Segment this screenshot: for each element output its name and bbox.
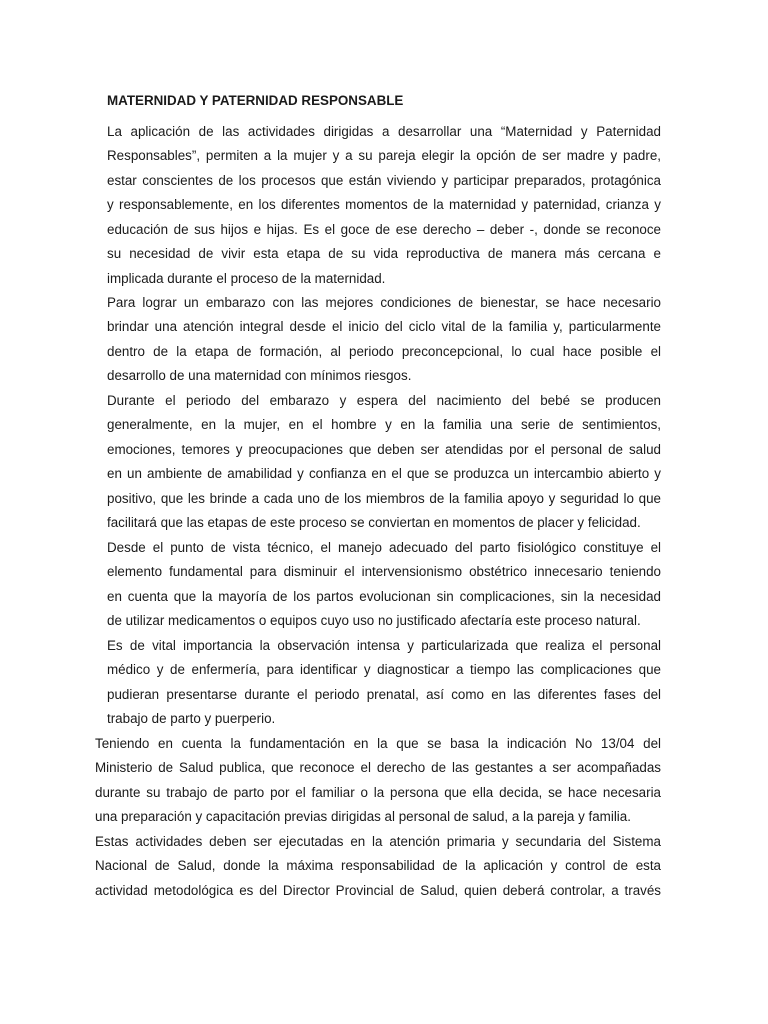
document-title: MATERNIDAD Y PATERNIDAD RESPONSABLE [107,93,404,108]
paragraph-line: estar conscientes de los procesos que están viviendo y participar preparados, protagónica [107,172,661,188]
paragraph-line: su necesidad de vivir esta etapa de su vida reproductiva de manera más cercana e [107,246,661,262]
paragraph-line: Ministerio de Salud publica, que reconoce el derecho de las gestantes a ser acompañadas [95,760,661,776]
paragraph-line: elemento fundamental para disminuir el intervensionismo obstétrico innecesario teniendo [107,564,661,580]
paragraph-line: médico y de enfermería, para identificar y diagnosticar a tiempo las complicaciones que [107,662,661,678]
paragraph-line: durante su trabajo de parto por el familiar o la persona que ella decida, se hace necesaria [95,784,661,800]
paragraph-line: Para lograr un embarazo con las mejores condiciones de bienestar, se hace necesario [107,295,661,310]
paragraph-line: facilitará que las etapas de este proceso se conviertan en momentos de placer y felicidad. [107,515,641,531]
paragraph-line: desarrollo de una maternidad con mínimos riesgos. [107,368,412,384]
paragraph-line: Responsables”, permiten a la mujer y a su pareja elegir la opción de ser madre y padre, [107,148,661,164]
paragraph-embarazo [107,294,661,392]
paragraph-line: La aplicación de las actividades dirigidas a desarrollar una “Maternidad y Paternidad [107,124,661,139]
paragraph-line: y responsablemente, en los diferentes momentos de la maternidad y paternidad, crianza y [107,197,661,213]
paragraph-line: positivo, que les brinde a cada uno de los miembros de la familia apoyo y seguridad lo que [107,490,661,506]
paragraph-actividades [95,833,661,906]
paragraph-line: Estas actividades deben ser ejecutadas en la atención primaria y secundaria del Sistema [95,834,661,849]
paragraph-line: generalmente, en la mujer, en el hombre y en la familia una serie de sentimientos, [107,417,661,433]
paragraph-line: Teniendo en cuenta la fundamentación en la que se basa la indicación No 13/04 del [95,736,661,751]
paragraph-line: Desde el punto de vista técnico, el manejo adecuado del parto fisiológico constituye el [107,540,661,555]
paragraph-line: implicada durante el proceso de la maternidad. [107,270,386,286]
paragraph-line: actividad metodológica es del Director Provincial de Salud, quien deberá controlar, a través [95,882,661,898]
paragraph-line: Durante el periodo del embarazo y espera del nacimiento del bebé se producen [107,393,661,408]
paragraph-line: Nacional de Salud, donde la máxima responsabilidad de la aplicación y control de esta [95,858,661,874]
paragraph-maternidad-responsable [107,123,661,294]
paragraph-fundamentacion [95,735,661,833]
paragraph-line: trabajo de parto y puerperio. [107,711,276,727]
paragraph-line: de utilizar medicamentos o equipos cuyo uso no justificado afectaría este proceso natural. [107,613,641,629]
paragraph-line: Es de vital importancia la observación intensa y particularizada que realiza el personal [107,638,661,653]
paragraph-line: pudieran presentarse durante el periodo prenatal, así como en las diferentes fases del [107,686,661,702]
paragraph-line: dentro de la etapa de formación, al periodo preconcepcional, lo cual hace posible el [107,343,661,359]
paragraph-parto-fisiologico [107,539,661,637]
paragraph-line: emociones, temores y preocupaciones que deben ser atendidas por el personal de salud [107,441,661,457]
paragraph-observacion [107,637,661,735]
paragraph-line: educación de sus hijos e hijas. Es el goce de ese derecho – deber -, donde se reconoce [107,221,661,237]
paragraph-line: una preparación y capacitación previas dirigidas al personal de salud, a la pareja y familia. [95,809,631,825]
paragraph-line: brindar una atención integral desde el inicio del ciclo vital de la familia y, particularmente [107,319,661,335]
paragraph-line: en un ambiente de amabilidad y confianza en el que se produzca un intercambio abierto y [107,466,661,482]
paragraph-line: en cuenta que la mayoría de los partos evolucionan sin complicaciones, sin la necesidad [107,588,661,604]
paragraph-nacimiento [107,392,661,539]
